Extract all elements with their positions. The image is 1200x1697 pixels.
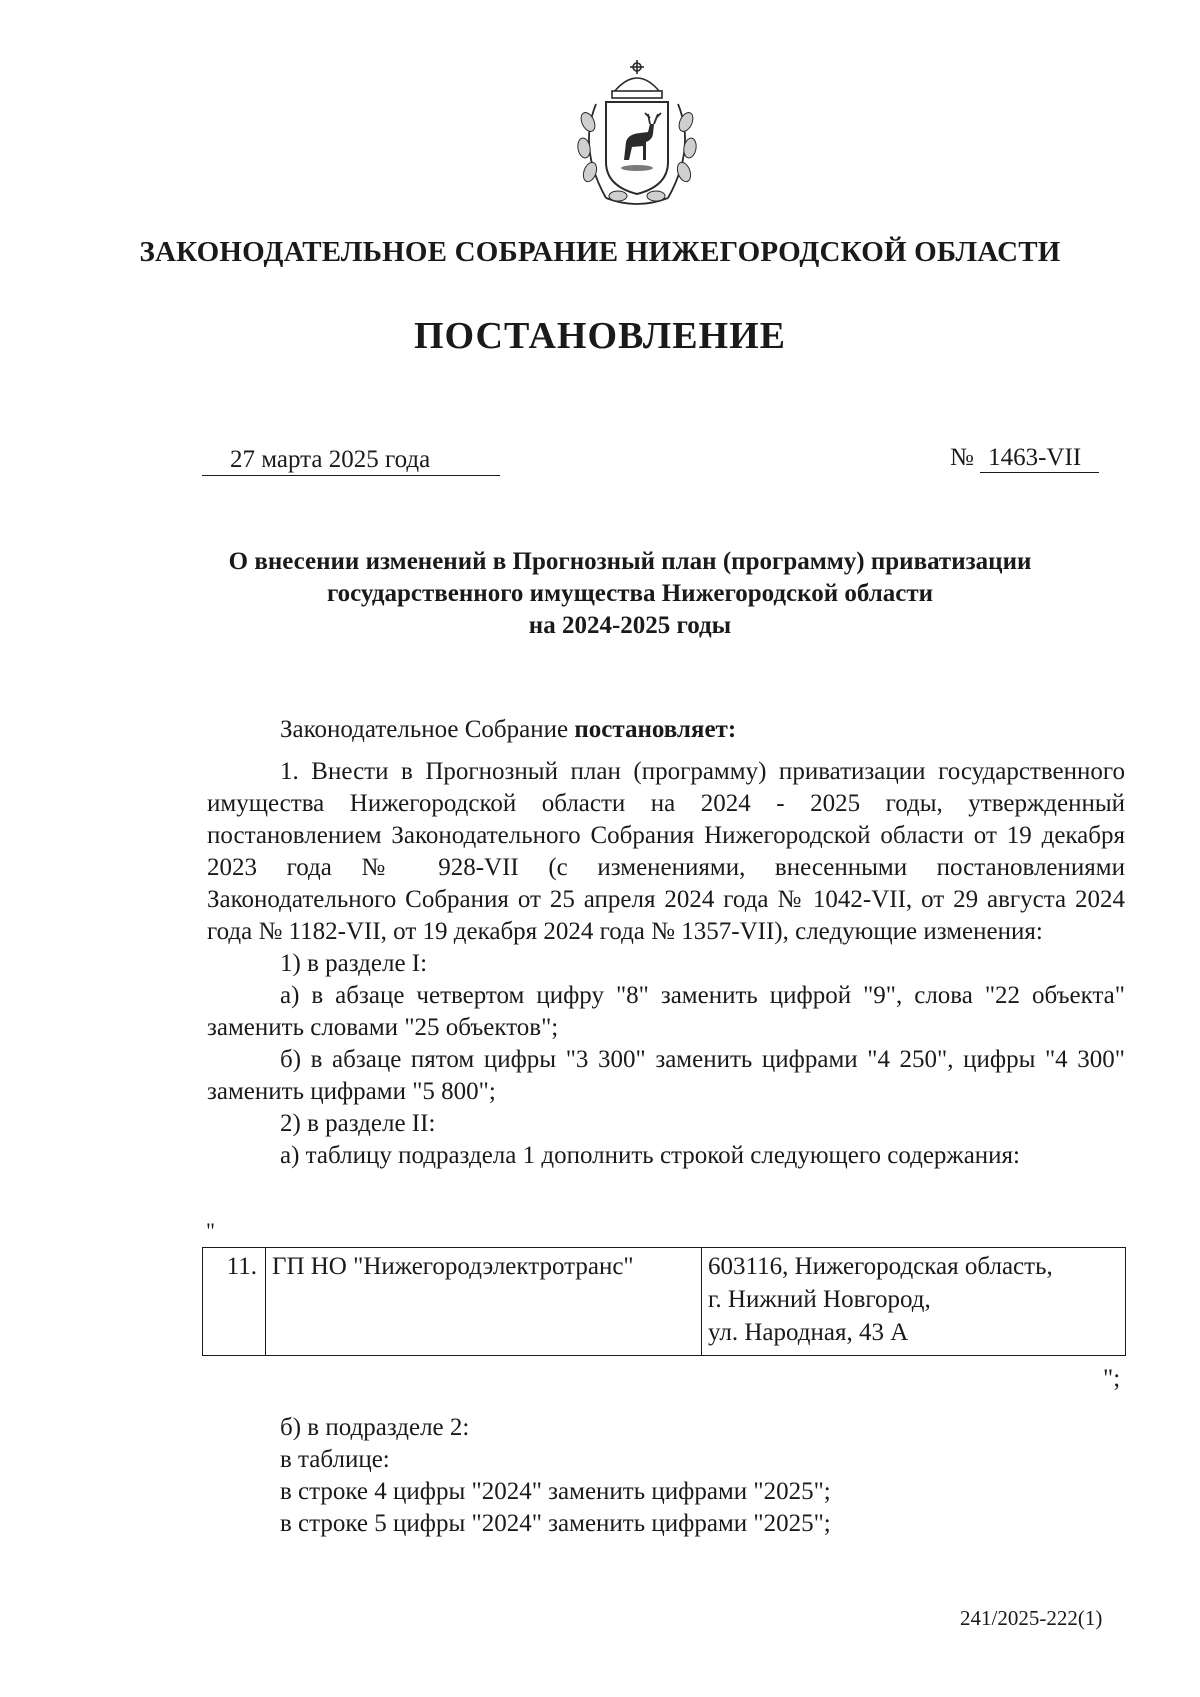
coat-of-arms-icon <box>566 58 708 210</box>
tail-paragraphs <box>280 1412 831 1540</box>
tail-line-4: в строке 5 цифры "2024" заменить цифрами "2025"; <box>280 1510 831 1537</box>
enterprise-name-cell: ГП НО "Нижегородэлектротранс" <box>266 1248 702 1356</box>
title-line-2: государственного имущества Нижегородской области <box>326 580 934 607</box>
table-row <box>203 1248 1126 1356</box>
document-title <box>150 546 1110 642</box>
tail-line-2: в таблице: <box>280 1446 390 1473</box>
document-type: ПОСТАНОВЛЕНИЕ <box>413 315 787 357</box>
title-line-1: О внесении изменений в Прогнозный план (программу) приватизации <box>228 548 1032 575</box>
paragraph-sub-a2: а) таблицу подраздела 1 дополнить строкой следующего содержания: <box>280 1142 1021 1169</box>
organization-name: ЗАКОНОДАТЕЛЬНОЕ СОБРАНИЕ НИЖЕГОРОДСКОЙ ОБЛАСТИ <box>139 236 1061 268</box>
paragraph-section-2: 2) в разделе II: <box>280 1110 436 1137</box>
address-cell <box>702 1248 1126 1356</box>
intro-verb: постановляет: <box>574 716 737 743</box>
document-number <box>950 444 1099 473</box>
tail-line-3: в строке 4 цифры "2024" заменить цифрами "2025"; <box>280 1478 831 1505</box>
paragraph-sub-a: а) в абзаце четвертом цифру "8" заменить цифрой "9", слова "22 объекта" заменить словами "25 объектов"; <box>207 982 1125 1041</box>
paragraph-sub-b: б) в абзаце пятом цифры "3 300" заменить цифрами "4 250", цифры "4 300" заменить цифрами "5 800"; <box>207 1046 1125 1105</box>
paragraph-item-1: 1. Внести в Прогнозный план (программу) приватизации государственного имущества Нижегородской области на 2024 - 2025 годы, утвержденный постановлением Законодательного Собрания Нижегородской области от 19 декабря 2023 года № 928-VII (с изменениями, внесенными постановлениями Законодательного Собрания от 25 апреля 2024 года № 1042-VII, от 29 августа 2024 года № 1182-VII, от 19 декабря 2024 года № 1357-VII), следующие изменения: <box>207 758 1125 945</box>
inserted-table <box>202 1247 1126 1356</box>
intro-text: Законодательное Собрание <box>280 716 575 743</box>
title-line-3: на 2024-2025 годы <box>528 612 732 639</box>
open-quote: " <box>206 1218 215 1243</box>
address-line-2: г. Нижний Новгород, <box>708 1286 931 1313</box>
address-line-1: 603116, Нижегородская область, <box>708 1253 1053 1280</box>
intro-paragraph <box>207 714 1125 746</box>
tail-line-1: б) в подразделе 2: <box>280 1414 470 1441</box>
document-body <box>207 714 1125 1172</box>
document-date: 27 марта 2025 года <box>202 446 500 476</box>
row-number-cell: 11. <box>203 1248 266 1356</box>
document-code: 241/2025-222(1) <box>960 1606 1103 1630</box>
coat-of-arms-svg <box>566 58 708 210</box>
number-value: 1463-VII <box>980 444 1099 473</box>
number-sign: № <box>950 444 974 471</box>
address-line-3: ул. Народная, 43 А <box>708 1319 909 1346</box>
paragraph-section-1: 1) в разделе I: <box>280 950 428 977</box>
close-quote: "; <box>1103 1365 1121 1392</box>
